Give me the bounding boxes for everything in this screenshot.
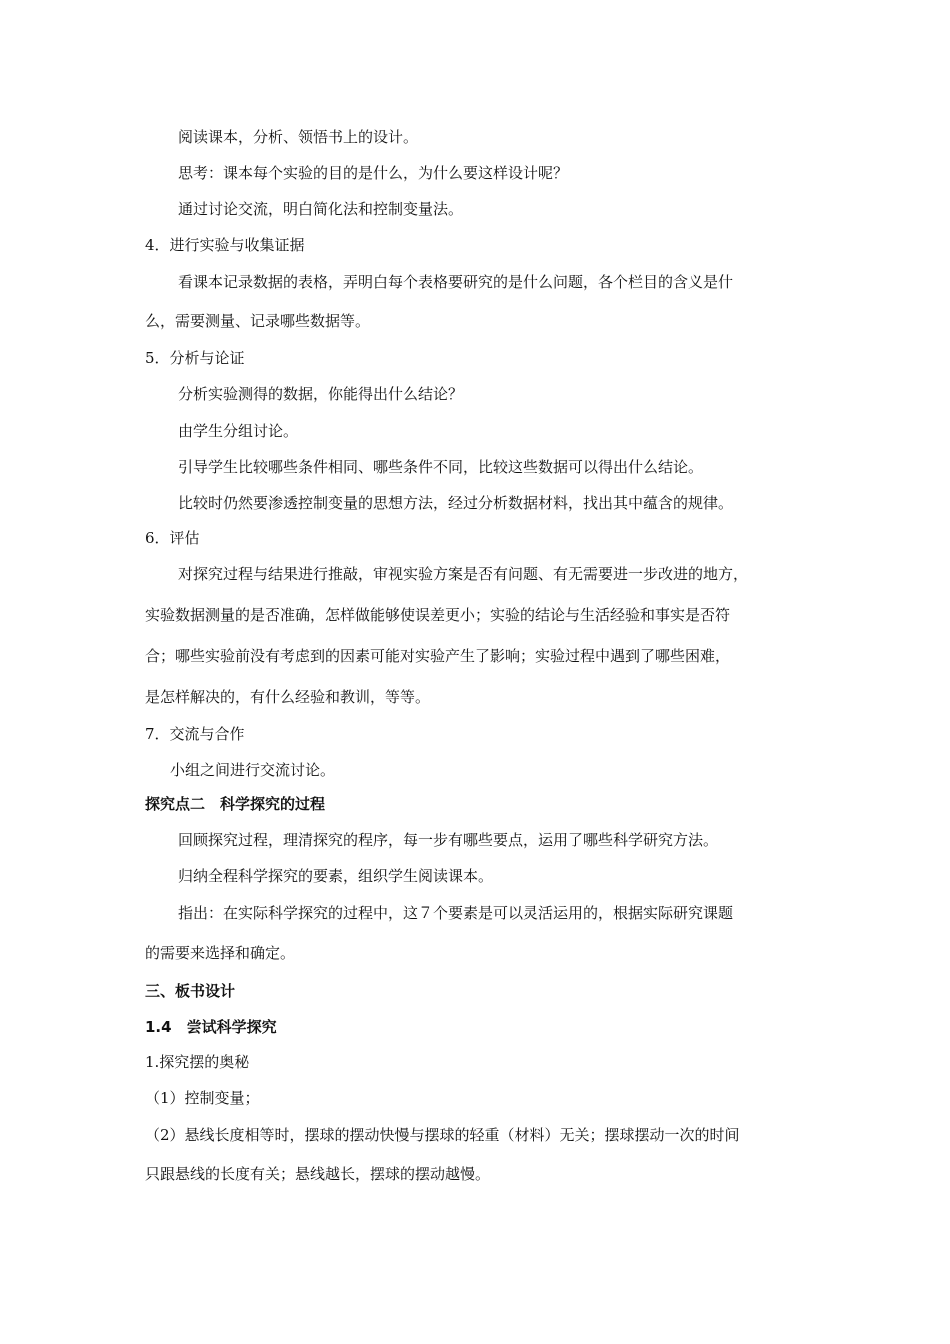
list-item: 1.探究摆的奥秘 (145, 1053, 250, 1071)
list-item: 只跟悬线的长度有关；悬线越长，摆球的摆动越慢。 (145, 1165, 491, 1183)
section-title: 三、板书设计 (145, 982, 236, 1000)
paragraph-line: 对探究过程与结果进行推敲，审视实验方案是否有问题、有无需要进一步改进的地方， (178, 565, 749, 583)
paragraph-line: 小组之间进行交流讨论。 (170, 761, 336, 779)
paragraph-line: 看课本记录数据的表格，弄明白每个表格要研究的是什么问题，各个栏目的含义是什 (178, 273, 734, 291)
paragraph-line: 指出：在实际科学探究的过程中，这７个要素是可以灵活运用的，根据实际研究课题 (178, 904, 734, 922)
board-title: 1.4 尝试科学探究 (145, 1018, 277, 1036)
paragraph-line: 比较时仍然要渗透控制变量的思想方法，经过分析数据材料，找出其中蕴含的规律。 (178, 494, 734, 512)
subsection-title: 探究点二 科学探究的过程 (145, 795, 326, 813)
list-item: （1）控制变量； (145, 1089, 260, 1107)
section-heading: 5．分析与论证 (145, 349, 245, 367)
paragraph-line: 合；哪些实验前没有考虑到的因素可能对实验产生了影响；实验过程中遇到了哪些困难， (145, 647, 731, 665)
section-heading: 4．进行实验与收集证据 (145, 236, 305, 254)
paragraph-line: 实验数据测量的是否准确，怎样做能够使误差更小；实验的结论与生活经验和事实是否符 (145, 606, 731, 624)
paragraph-line: 么，需要测量、记录哪些数据等。 (145, 312, 371, 330)
section-heading: 6．评估 (145, 529, 200, 547)
paragraph-line: 通过讨论交流，明白简化法和控制变量法。 (178, 200, 464, 218)
paragraph-line: 思考：课本每个实验的目的是什么，为什么要这样设计呢？ (178, 164, 569, 182)
list-item: （2）悬线长度相等时，摆球的摆动快慢与摆球的轻重（材料）无关；摆球摆动一次的时间 (145, 1126, 740, 1144)
paragraph-line: 分析实验测得的数据，你能得出什么结论？ (178, 385, 464, 403)
paragraph-line: 归纳全程科学探究的要素，组织学生阅读课本。 (178, 867, 494, 885)
paragraph-line: 回顾探究过程，理清探究的程序，每一步有哪些要点，运用了哪些科学研究方法。 (178, 831, 719, 849)
section-heading: 7．交流与合作 (145, 725, 245, 743)
paragraph-line: 阅读课本，分析、领悟书上的设计。 (178, 128, 419, 146)
paragraph-line: 引导学生比较哪些条件相同、哪些条件不同，比较这些数据可以得出什么结论。 (178, 458, 704, 476)
paragraph-line: 的需要来选择和确定。 (145, 944, 296, 962)
paragraph-line: 是怎样解决的，有什么经验和教训，等等。 (145, 688, 431, 706)
paragraph-line: 由学生分组讨论。 (178, 422, 299, 440)
